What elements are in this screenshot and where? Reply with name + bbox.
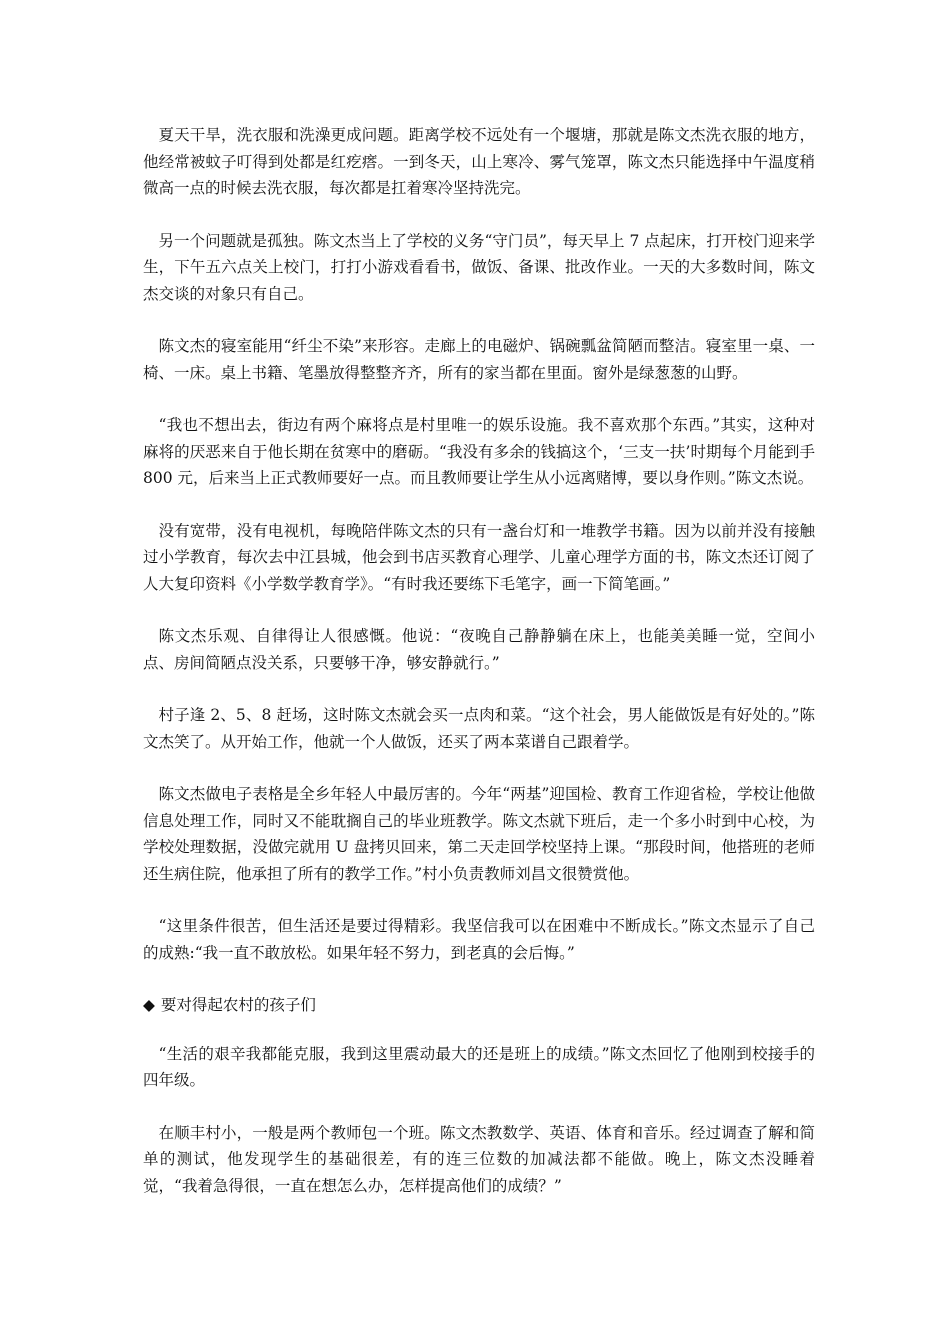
paragraph: 村子逢 2、5、8 赶场，这时陈文杰就会买一点肉和菜。“这个社会，男人能做饭是有好处的。”陈文杰笑了。从开始工作，他就一个人做饭，还买了两本菜谱自己跟着学。 bbox=[143, 706, 815, 751]
paragraph: 在顺丰村小，一般是两个教师包一个班。陈文杰教数学、英语、体育和音乐。经过调查了解和简单的测试，他发现学生的基础很差，有的连三位数的加减法都不能做。晚上，陈文杰没睡着觉，“我着急得很，一直在想怎么办，怎样提高他们的成绩？” bbox=[143, 1123, 815, 1195]
paragraph: “我也不想出去，街边有两个麻将点是村里唯一的娱乐设施。我不喜欢那个东西。”其实，这种对麻将的厌恶来自于他长期在贫寒中的磨砺。“我没有多余的钱搞这个，‘三支一扶’时期每个月能到手 800 元，后来当上正式教师要好一点。而且教师要让学生从小远离赌博，要以身作则。”陈文杰说。 bbox=[143, 416, 815, 487]
section-heading bbox=[143, 992, 815, 1019]
paragraph: 陈文杰的寝室能用“纤尘不染”来形容。走廊上的电磁炉、锅碗瓢盆简陋而整洁。寝室里一桌、一椅、一床。桌上书籍、笔墨放得整整齐齐，所有的家当都在里面。窗外是绿葱葱的山野。 bbox=[143, 337, 815, 382]
paragraph: 陈文杰做电子表格是全乡年轻人中最厉害的。今年“两基”迎国检、教育工作迎省检，学校让他做信息处理工作，同时又不能耽搁自己的毕业班教学。陈文杰就下班后，走一个多小时到中心校，为学校处理数据，没做完就用 U 盘拷贝回来，第二天走回学校坚持上课。“那段时间，他搭班的老师还生病住院，他承担了所有的教学工作。”村小负责教师刘昌文很赞赏他。 bbox=[143, 785, 815, 883]
paragraph: “生活的艰辛我都能克服，我到这里震动最大的还是班上的成绩。”陈文杰回忆了他刚到校接手的四年级。 bbox=[143, 1044, 815, 1089]
paragraph: 另一个问题就是孤独。陈文杰当上了学校的义务“守门员”，每天早上 7 点起床，打开校门迎来学生，下午五六点关上校门，打打小游戏看看书，做饭、备课、批改作业。一天的大多数时间，陈文杰交谈的对象只有自己。 bbox=[143, 231, 815, 303]
section-heading-text: 要对得起农村的孩子们 bbox=[160, 996, 316, 1014]
paragraph: 没有宽带，没有电视机，每晚陪伴陈文杰的只有一盏台灯和一堆教学书籍。因为以前并没有接触过小学教育，每次去中江县城，他会到书店买教育心理学、儿童心理学方面的书，陈文杰还订阅了人大复印资料《小学数学教育学》。“有时我还要练下毛笔字，画一下简笔画。” bbox=[143, 521, 815, 593]
diamond-bullet-icon: ◆ bbox=[143, 996, 155, 1014]
paragraph: 夏天干旱，洗衣服和洗澡更成问题。距离学校不远处有一个堰塘，那就是陈文杰洗衣服的地方，他经常被蚊子叮得到处都是红疙瘩。一到冬天，山上寒冷、雾气笼罩，陈文杰只能选择中午温度稍微高一点的时候去洗衣服，每次都是扛着寒冷坚持洗完。 bbox=[143, 126, 815, 197]
paragraph: “这里条件很苦，但生活还是要过得精彩。我坚信我可以在困难中不断成长。”陈文杰显示了自己的成熟:“我一直不敢放松。如果年轻不努力，到老真的会后悔。” bbox=[143, 917, 815, 962]
document-body bbox=[143, 122, 815, 1225]
paragraph: 陈文杰乐观、自律得让人很感慨。他说：“夜晚自己静静躺在床上，也能美美睡一觉，空间小点、房间简陋点没关系，只要够干净，够安静就行。” bbox=[143, 627, 815, 672]
